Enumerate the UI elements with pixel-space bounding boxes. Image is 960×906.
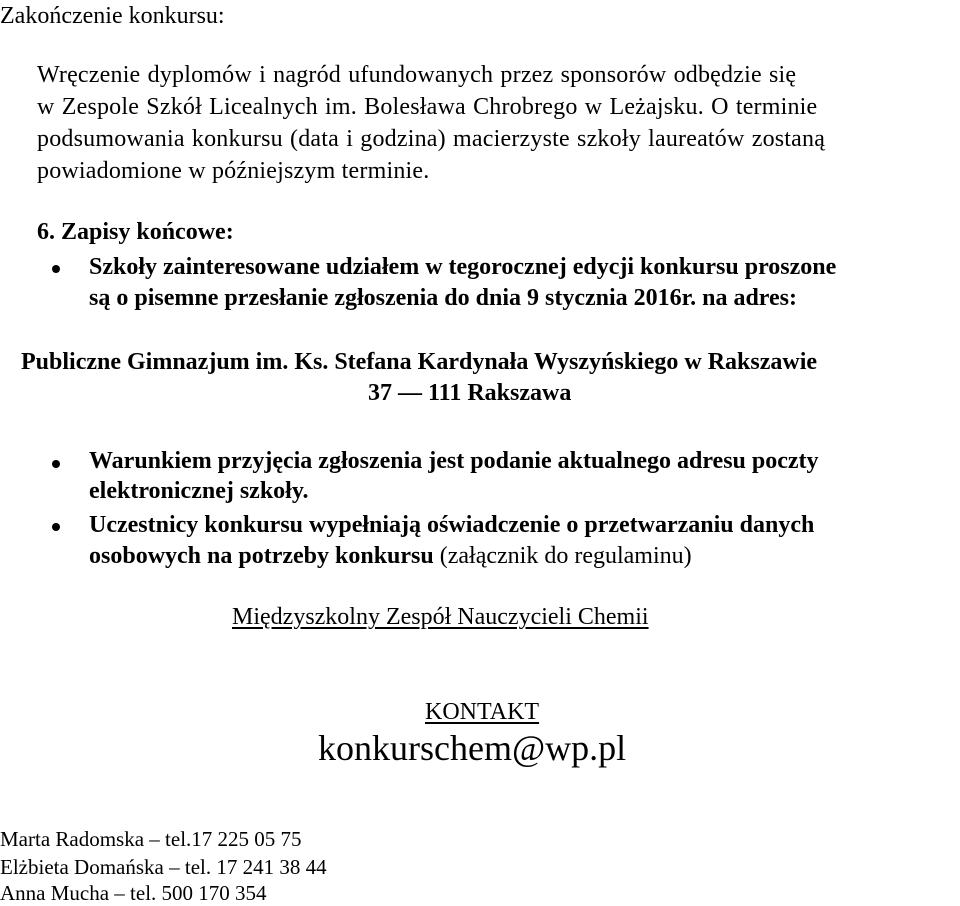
bullet-text-line: Uczestnicy konkursu wypełniają oświadczenie o przetwarzaniu danych: [89, 512, 815, 538]
bullet-icon: [52, 460, 60, 468]
closing-paragraph-line: w Zespole Szkół Licealnych im. Bolesława Chrobrego w Leżajsku. O terminie: [37, 94, 818, 120]
bullet-icon: [52, 523, 60, 531]
contact-heading: KONTAKT: [425, 699, 540, 725]
section-6-title: 6. Zapisy końcowe:: [37, 219, 234, 245]
school-address-line-2: 37 — 111 Rakszawa: [368, 380, 572, 406]
school-address-line-1: Publiczne Gimnazjum im. Ks. Stefana Kardynała Wyszyńskiego w Rakszawie: [21, 349, 818, 375]
section-heading: Zakończenie konkursu:: [0, 3, 225, 29]
team-name: Międzyszkolny Zespół Nauczycieli Chemii: [232, 604, 649, 630]
closing-paragraph-line: podsumowania konkursu (data i godzina) macierzyste szkoły laureatów zostaną: [37, 126, 826, 152]
contact-person: Elżbieta Domańska – tel. 17 241 38 44: [0, 855, 327, 879]
bullet-text-line: elektronicznej szkoły.: [89, 478, 309, 504]
bullet-text-bold: osobowych na potrzeby konkursu: [89, 543, 434, 569]
bullet-text-line: Szkoły zainteresowane udziałem w tegorocznej edycji konkursu proszone: [89, 254, 837, 280]
bullet-text-line: Warunkiem przyjęcia zgłoszenia jest podanie aktualnego adresu poczty: [89, 448, 819, 474]
contact-person: Anna Mucha – tel. 500 170 354: [0, 881, 267, 905]
contact-person: Marta Radomska – tel.17 225 05 75: [0, 827, 302, 851]
closing-paragraph-line: Wręczenie dyplomów i nagród ufundowanych przez sponsorów odbędzie się: [37, 62, 797, 88]
bullet-text-line: [89, 543, 692, 570]
bullet-text-line: są o pisemne przesłanie zgłoszenia do dnia 9 stycznia 2016r. na adres:: [89, 285, 798, 311]
bullet-icon: [52, 265, 60, 273]
contact-email[interactable]: konkurschem@wp.pl: [318, 728, 627, 768]
closing-paragraph-line: powiadomione w późniejszym terminie.: [37, 158, 430, 184]
bullet-text-note: (załącznik do regulaminu): [433, 543, 692, 569]
